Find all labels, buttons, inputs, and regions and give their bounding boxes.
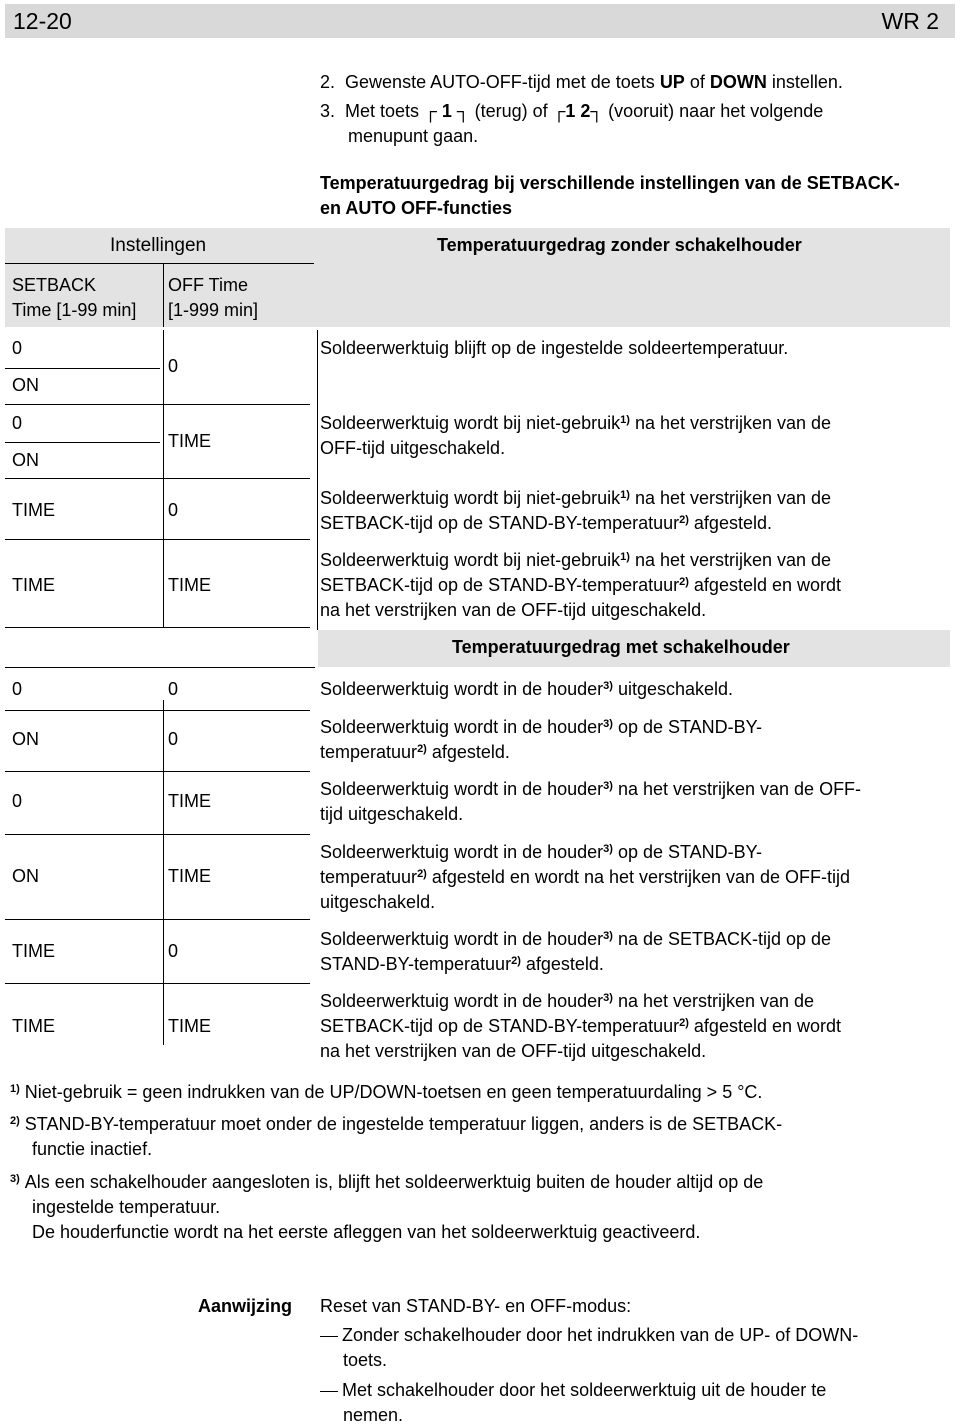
footnote-ref: 3) [603,718,613,730]
row-text: Soldeerwerktuig wordt bij niet-gebruik [320,550,621,570]
footnote-mark: 3) [10,1173,20,1185]
row1-setback: 0 [12,338,23,358]
row-text: Soldeerwerktuig wordt in de houder [320,842,604,862]
footnote-2-line2: functie inactief. [32,1139,153,1159]
met-row1-text [320,677,733,702]
row2-text-line2: OFF-tijd uitgeschakeld. [320,438,506,458]
footnote-1 [10,1080,762,1105]
met-row5-text-line2 [320,952,604,977]
footnote-ref: 2) [679,576,689,588]
row-text: Soldeerwerktuig wordt in de houder [320,991,604,1011]
footnote-text: Als een schakelhouder aangesloten is, blijft het soldeerwerktuig buiten de houder altijd op de [24,1172,764,1192]
dash-icon [320,1391,338,1392]
row-text: Soldeerwerktuig wordt bij niet-gebruik [320,413,621,433]
met-row2-text-line2 [320,740,510,765]
table-caption-line2: en AUTO OFF-functies [320,198,513,218]
row-text: na het verstrijken van de [629,550,832,570]
footnote-3-line3: De houderfunctie wordt na het eerste afleggen van het soldeerwerktuig geactiveerd. [32,1222,701,1242]
row-text: na het verstrijken van de OFF- [612,779,862,799]
footnote-3-line1 [10,1170,763,1195]
table-caption-line1: Temperatuurgedrag bij verschillende instellingen van de SETBACK- [320,173,900,193]
row-text: na het verstrijken van de [629,488,832,508]
divider [5,834,310,835]
row-text: temperatuur [320,742,418,762]
header-instellingen: Instellingen [110,235,207,256]
row-text: afgesteld en wordt [688,575,842,595]
divider [5,710,310,711]
divider [163,700,164,1045]
note-title: Reset van STAND-BY- en OFF-modus: [320,1296,632,1316]
col-setback-line2: Time [1-99 min] [12,300,137,320]
divider [163,263,164,327]
footnote-ref: 3) [603,780,613,792]
row-text: na het verstrijken van de [612,991,815,1011]
met-row2-text-line1 [320,715,762,740]
row-text: Soldeerwerktuig wordt bij niet-gebruik [320,488,621,508]
met-row1-off: 0 [168,679,179,699]
divider [5,442,160,443]
row-text: op de STAND-BY- [612,842,763,862]
down-key-label: DOWN [709,72,767,92]
met-row4-text-line3: uitgeschakeld. [320,892,436,912]
footnote-mark: 1) [10,1083,20,1095]
row-text: SETBACK-tijd op de STAND-BY-temperatuur [320,513,680,533]
divider [5,404,310,405]
col-off-line1: OFF Time [168,275,248,295]
divider [5,478,310,479]
row-text: op de STAND-BY- [612,717,763,737]
row-text: afgesteld en wordt na het verstrijken van de OFF-tijd [426,867,851,887]
divider [5,667,315,668]
footnote-ref: 1) [620,551,630,563]
met-row4-setback: ON [12,866,39,886]
step-text: Gewenste AUTO-OFF-tijd met de toets [345,72,660,92]
note-item-2 [320,1378,826,1403]
step-number: 2. [320,72,336,92]
met-row4-text-line1 [320,840,762,865]
key-forward-label: ┌1 2┐ [552,101,604,121]
row4-setback: TIME [12,575,55,595]
step-3-continued: menupunt gaan. [348,126,479,146]
row-text: na de SETBACK-tijd op de [612,929,832,949]
met-row3-off: TIME [168,791,211,811]
step-text: of [684,72,710,92]
row2-setback: 0 [12,413,23,433]
step-text: (terug) of [469,101,553,121]
step-number: 3. [320,101,336,121]
row1-setback-alt: ON [12,375,39,395]
row2-text-line1 [320,411,831,436]
row-text: na het verstrijken van de [629,413,832,433]
footnote-text: STAND-BY-temperatuur moet onder de ingestelde temperatuur liggen, anders is de SETBACK- [24,1114,783,1134]
note-item-1 [320,1323,858,1348]
footnote-ref: 1) [620,414,630,426]
note-label: Aanwijzing [198,1296,292,1316]
key-back-label: ┌ 1 ┐ [424,101,470,121]
note-item-2-continued: nemen. [343,1405,404,1425]
row-text: afgesteld. [688,513,772,533]
footnote-2-line1 [10,1112,782,1137]
row4-text-line3: na het verstrijken van de OFF-tijd uitgeschakeld. [320,600,707,620]
footnote-3-line2: ingestelde temperatuur. [32,1197,221,1217]
footnote-ref: 3) [603,680,613,692]
dash-icon [320,1336,338,1337]
document-id: WR 2 [881,8,939,34]
divider [317,330,318,630]
met-row6-text-line3: na het verstrijken van de OFF-tijd uitgeschakeld. [320,1041,707,1061]
met-row2-off: 0 [168,729,179,749]
row4-off: TIME [168,575,211,595]
row-text: Soldeerwerktuig wordt in de houder [320,929,604,949]
step-text: (vooruit) naar het volgende [603,101,824,121]
footnote-ref: 2) [679,514,689,526]
row4-text-line1 [320,548,831,573]
footnote-mark: 2) [10,1115,20,1127]
note-item-text: Zonder schakelhouder door het indrukken van de UP- of DOWN- [342,1325,859,1345]
note-item-text: Met schakelhouder door het soldeerwerktuig uit de houder te [342,1380,827,1400]
divider [5,627,310,628]
note-item-1-continued: toets. [343,1350,388,1370]
row3-off: 0 [168,500,179,520]
row1-text: Soldeerwerktuig blijft op de ingestelde soldeertemperatuur. [320,338,789,358]
divider [5,983,310,984]
row4-text-line2 [320,573,841,598]
footnote-ref: 1) [620,489,630,501]
footnote-ref: 2) [417,868,427,880]
row-text: uitgeschakeld. [612,679,734,699]
row-text: SETBACK-tijd op de STAND-BY-temperatuur [320,575,680,595]
footnote-ref: 2) [679,1017,689,1029]
up-key-label: UP [659,72,685,92]
row-text: afgesteld en wordt [688,1016,842,1036]
col-off-line2: [1-999 min] [168,300,259,320]
row1-off: 0 [168,356,179,376]
divider [5,263,314,264]
row-text: Soldeerwerktuig wordt in de houder [320,779,604,799]
table-subheader-background [5,263,950,327]
row-text: afgesteld. [520,954,604,974]
divider [5,539,310,540]
footnote-ref: 2) [417,743,427,755]
met-row6-text-line1 [320,989,814,1014]
header-met-schakelhouder: Temperatuurgedrag met schakelhouder [452,637,790,657]
step-2 [320,70,843,95]
row3-text-line2 [320,511,772,536]
met-row3-text-line1 [320,777,861,802]
step-3 [320,99,823,124]
step-text: Met toets [345,101,425,121]
met-row4-off: TIME [168,866,211,886]
met-row3-text-line2: tijd uitgeschakeld. [320,804,464,824]
divider [5,919,310,920]
step-text: instellen. [766,72,843,92]
row2-off: TIME [168,431,211,451]
row2-setback-alt: ON [12,450,39,470]
row-text: Soldeerwerktuig wordt in de houder [320,679,604,699]
met-row2-setback: ON [12,729,39,749]
col-setback-line1: SETBACK [12,275,97,295]
met-row3-setback: 0 [12,791,23,811]
footnote-text: Niet-gebruik = geen indrukken van de UP/DOWN-toetsen en geen temperatuurdaling > 5 °C. [24,1082,763,1102]
footnote-ref: 3) [603,930,613,942]
divider [5,771,310,772]
row-text: temperatuur [320,867,418,887]
met-row1-setback: 0 [12,679,23,699]
met-row6-off: TIME [168,1016,211,1036]
row-text: SETBACK-tijd op de STAND-BY-temperatuur [320,1016,680,1036]
row3-text-line1 [320,486,831,511]
divider [5,368,160,369]
met-row4-text-line2 [320,865,850,890]
met-row5-off: 0 [168,941,179,961]
met-row6-text-line2 [320,1014,841,1039]
met-row5-text-line1 [320,927,831,952]
row-text: afgesteld. [426,742,510,762]
page-number: 12-20 [13,8,72,34]
header-zonder-schakelhouder: Temperatuurgedrag zonder schakelhouder [437,235,802,255]
header-bar [5,4,955,38]
footnote-ref: 2) [511,955,521,967]
footnote-ref: 3) [603,843,613,855]
footnote-ref: 3) [603,992,613,1004]
row-text: STAND-BY-temperatuur [320,954,512,974]
row3-setback: TIME [12,500,55,520]
met-row5-setback: TIME [12,941,55,961]
row-text: Soldeerwerktuig wordt in de houder [320,717,604,737]
met-row6-setback: TIME [12,1016,55,1036]
